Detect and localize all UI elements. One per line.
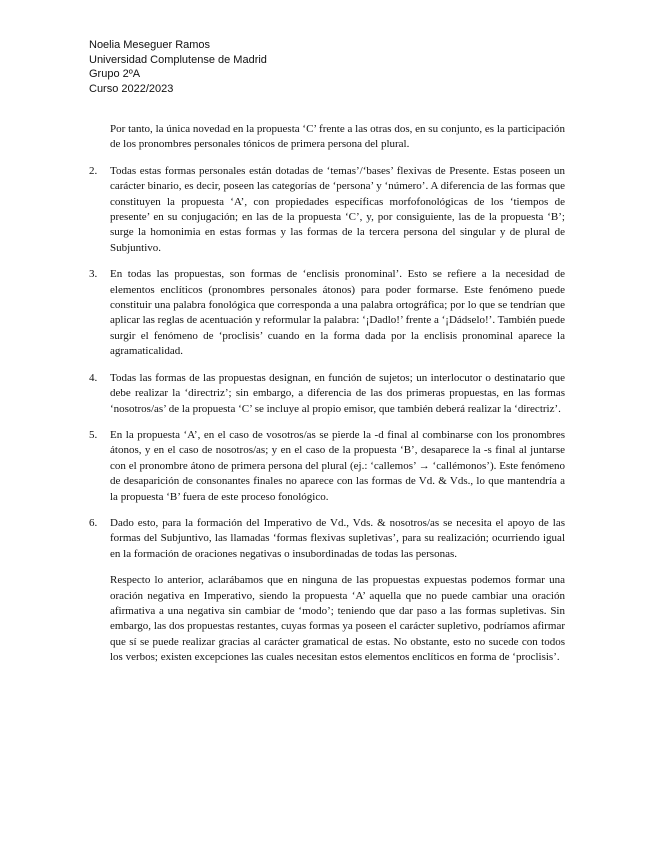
intro-paragraph: Por tanto, la única novedad en la propuesta ‘C’ frente a las otras dos, en su conjunto, es la participación de los pronombres personales tónicos de primera persona del plural. xyxy=(110,123,565,151)
list-item-text: Todas estas formas personales están dotadas de ‘temas’/‘bases’ flexivas de Presente. Estas poseen un carácter binario, es decir, poseen las categorías de ‘persona’ y ‘número’. A diferencia de las formas que constituyen la propuesta ‘A’, con propiedades específicas morfofonológicas de los ‘tiempos de presente’ en su conjugación; en las de la propuesta ‘C’, y, por consiguiente, las de la propuesta ‘B’; surge la homonimia en estas formas y las formas de la tercera persona del singular y de plural de Subjuntivo. xyxy=(110,164,565,254)
list-item xyxy=(89,164,565,256)
university-name: Universidad Complutense de Madrid xyxy=(89,53,267,66)
list-item-number: 2. xyxy=(89,164,98,177)
closing-paragraph: Respecto lo anterior, aclarábamos que en ninguna de las propuestas expuestas podemos formar una oración negativa en Imperativo, siendo la propuesta ‘A’ aquella que no puede cambiar una oración afirmativa a una negativa sin cambiar de ‘modo’; teniendo que dar paso a las formas supletivas. Sin embargo, las dos propuestas restantes, cuyas formas ya poseen el carácter supletivo, podríamos afirmar que sí se puede realizar gracias al carácter gramatical de estas. No obstante, esto no sucede con todos los verbos; existen excepciones las cuales necesitan estos elementos enclíticos en forma de ‘proclisis’. xyxy=(110,574,565,664)
page-header xyxy=(89,38,267,96)
list-item xyxy=(89,371,565,417)
list-item-text: En todas las propuestas, son formas de ‘enclisis pronominal’. Esto se refiere a la necesidad de elementos enclíticos (pronombres personales átonos) para poder formarse. Este fenómeno puede constituir una palabra fonológica que corresponda a una palabra ortográfica; por lo que se tendrían que aplicar las reglas de acentuación y reformular la palabra: ‘¡Dadlo!’ frente a ‘¡Dádselo!’. También puede surgir el fenómeno de ‘proclisis’ cuando en la forma dada por la enclisis pronominal aparece la agramaticalidad. xyxy=(110,268,565,358)
course-label: Curso 2022/2023 xyxy=(89,82,174,95)
list-item-number: 4. xyxy=(89,371,98,384)
author-name: Noelia Meseguer Ramos xyxy=(89,39,211,51)
list-item xyxy=(89,428,565,505)
list-item xyxy=(89,516,565,562)
list-item-text: Todas las formas de las propuestas designan, en función de sujetos; un interlocutor o destinatario que debe realizar la ‘directriz’; sin embargo, a diferencia de las dos primeras propuestas, en las formas ‘nosotros/as’ de la propuesta ‘C’ se incluye al propio emisor, que también deberá realizar la ‘directriz’. xyxy=(110,371,565,415)
list-item xyxy=(89,267,565,359)
list-item-number: 3. xyxy=(89,268,98,281)
list-item-number: 6. xyxy=(89,516,98,529)
document-body xyxy=(89,122,565,677)
list-item-number: 5. xyxy=(89,428,98,441)
list-item-text: En la propuesta ‘A’, en el caso de vosotros/as se pierde la -d final al combinarse con los pronombres átonos, y en el caso de nosotros/as; y en el caso de la propuesta ‘B’, desaparece la -s final al juntarse con el pronombre átono de primera persona del plural (ej.: ‘callemos’ → ‘callémonos’). Este fenómeno de desaparición de consonantes finales no aparece con las formas de Vd. & Vds., lo que mantendría a la propuesta ‘B’ fuera de este proceso fonológico. xyxy=(110,428,565,503)
list-item-text: Dado esto, para la formación del Imperativo de Vd., Vds. & nosotros/as se necesita el apoyo de las formas del Subjuntivo, las llamadas ‘formas flexivas supletivas’, para su realización; ocurriendo igual en la formación de oraciones negativas o insubordinadas de todas las personas. xyxy=(110,516,565,560)
group-label: Grupo 2ºA xyxy=(89,68,141,80)
